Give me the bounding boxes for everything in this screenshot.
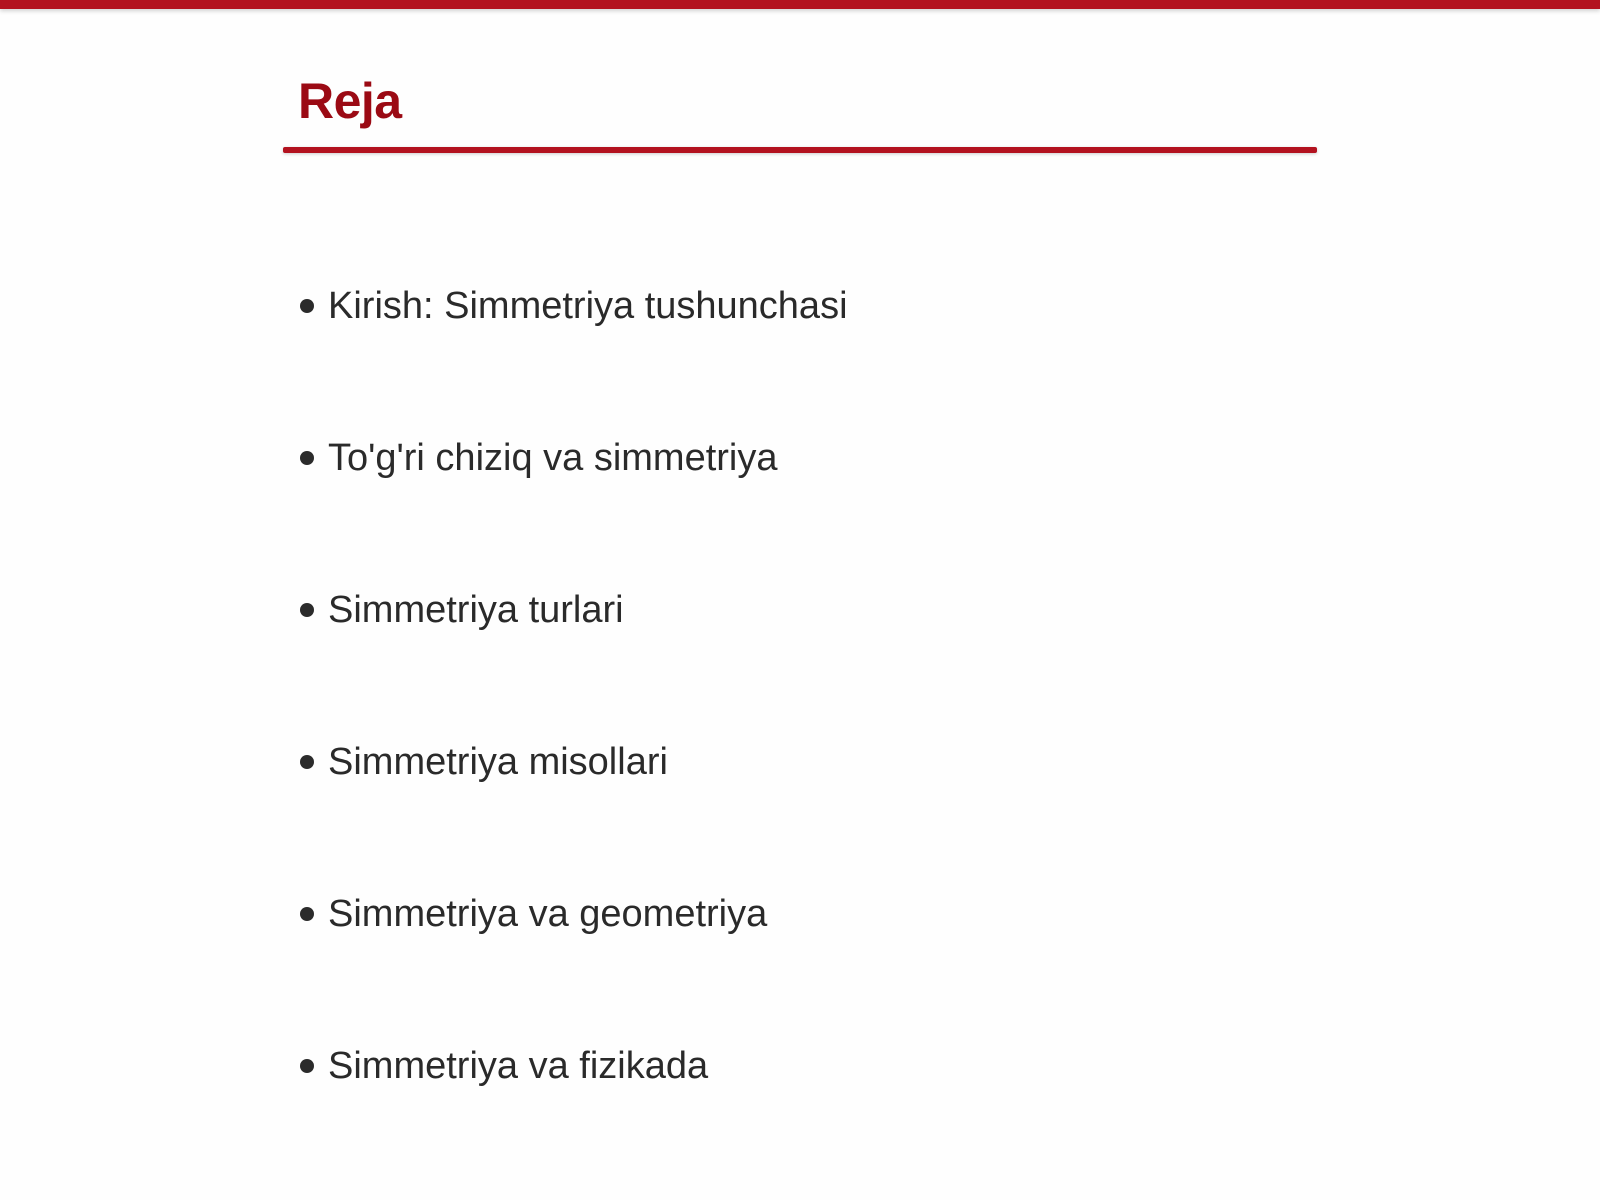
list-item-text: Simmetriya va geometriya <box>328 893 768 935</box>
slide-title: Reja <box>298 73 402 129</box>
title-underline <box>283 147 1317 153</box>
list-item <box>300 428 848 488</box>
bullet-dot-icon <box>300 299 314 313</box>
list-item-text: Simmetriya va fizikada <box>328 1045 709 1087</box>
list-item <box>300 884 848 944</box>
list-item-text: To'g'ri chiziq va simmetriya <box>328 437 778 479</box>
list-item-text: Simmetriya turlari <box>328 589 624 631</box>
list-item <box>300 1036 848 1096</box>
list-item-text: Kirish: Simmetriya tushunchasi <box>328 285 848 327</box>
list-item-text: Simmetriya misollari <box>328 741 668 783</box>
list-item <box>300 732 848 792</box>
top-accent-bar <box>0 0 1600 9</box>
bullet-dot-icon <box>300 755 314 769</box>
bullet-dot-icon <box>300 451 314 465</box>
list-item <box>300 276 848 336</box>
list-item <box>300 580 848 640</box>
bullet-dot-icon <box>300 907 314 921</box>
agenda-list <box>300 276 848 1096</box>
bullet-dot-icon <box>300 1059 314 1073</box>
bullet-dot-icon <box>300 603 314 617</box>
